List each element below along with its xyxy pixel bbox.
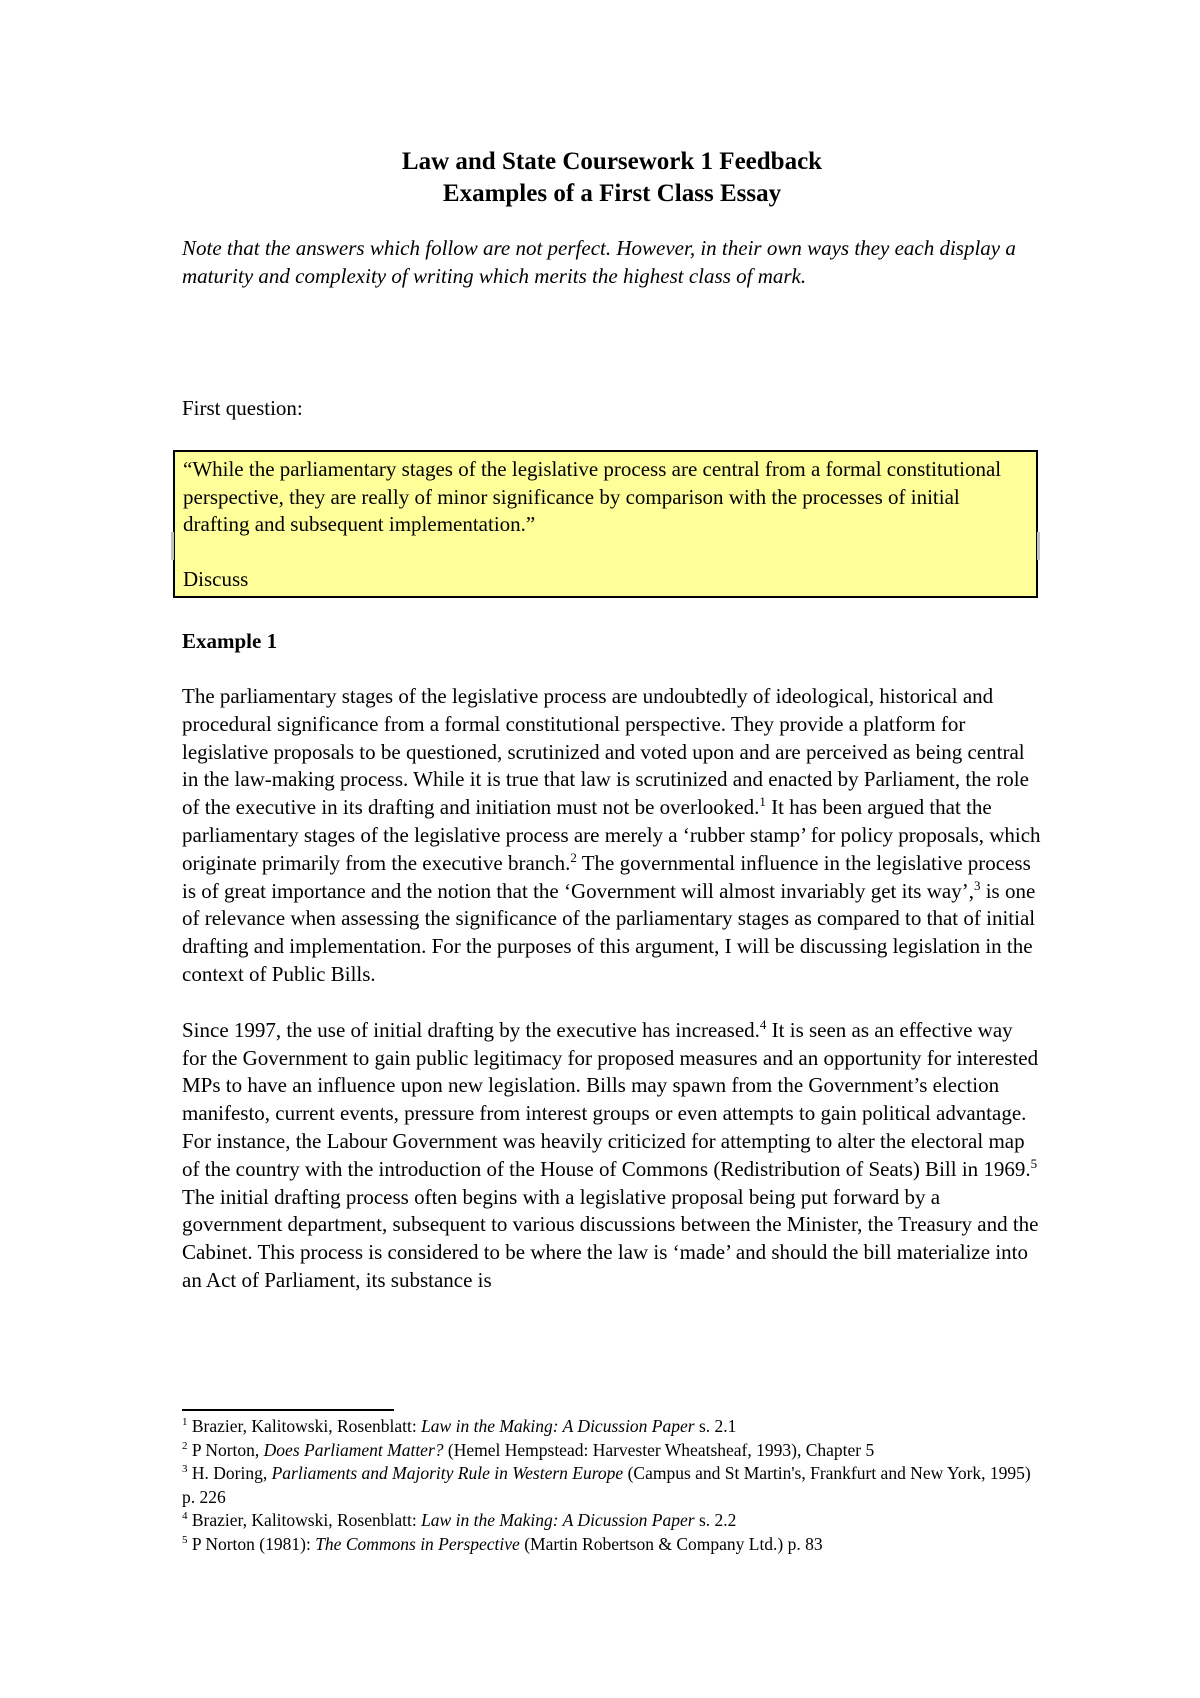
example-section: [182, 627, 1042, 1295]
para2-text-c: The initial drafting process often begins with a legislative proposal being put forward by a government department, subsequent to various discussions between the Minister, the Treasury and the Cabinet. This process is considered to be where the law is ‘made’ and should the bill materialize into an Act of Parliament, its substance is: [182, 1184, 1039, 1292]
footnote-3: $^3$ H. Doring, Parliaments and Majority Rule in Western Europe (Campus and St Martin's, Frankfurt and New York, 1995) p. 226: [182, 1463, 1031, 1507]
document-subtitle: Examples of a First Class Essay: [442, 180, 782, 207]
para2-text-a: Since 1997, the use of initial drafting by the executive has increased.: [182, 1017, 760, 1042]
intro-note: Note that the answers which follow are not perfect. However, in their own ways they each display a maturity and complexity of writing which merits the highest class of mark.: [182, 236, 1016, 288]
document-title: Law and State Coursework 1 Feedback: [401, 148, 823, 175]
footnote-ref-1[interactable]: 1: [759, 794, 766, 810]
question-quote: “While the parliamentary stages of the legislative process are central from a formal constitutional perspective, they are really of minor significance by comparison with the processes of initial drafting and subsequent implementation.”: [183, 457, 1002, 536]
footnote-2: $^2$ P Norton, Does Parliament Matter? (Hemel Hempstead: Harvester Wheatsheaf, 1993), Chapter 5: [182, 1439, 875, 1460]
question-label: First question:: [182, 396, 303, 420]
para1-text-b: It has been argued that the parliamentary stages of the legislative process are merely a ‘rubber stamp’ for policy proposals, which originate primarily from the executive branch.: [182, 795, 1041, 875]
footnote-ref-2[interactable]: 2: [570, 849, 577, 865]
document-page: [182, 146, 1042, 420]
example-heading: Example 1: [182, 629, 278, 653]
footnote-4: $^4$ Brazier, Kalitowski, Rosenblatt: Law in the Making: A Dicussion Paper s. 2.2: [182, 1510, 737, 1530]
body-paragraph-1: [182, 683, 1042, 989]
footnote-ref-3[interactable]: 3: [973, 877, 981, 893]
footnote-5: $^5$ P Norton (1981): The Commons in Perspective (Martin Robertson & Company Ltd.) p. 83: [182, 1533, 823, 1554]
question-instruction: Discuss: [183, 566, 249, 591]
footnotes: [182, 1415, 1042, 1556]
para2-text-b: It is seen as an effective way for the Government to gain public legitimacy for proposed measures and an opportunity for interested MPs to have an influence upon new legislation. Bills may spawn from the Government’s election manifesto, current events, pressure from interest groups or even attempts to gain political advantage. For instance, the Labour Government was heavily criticized for attempting to alter the electoral map of the country with the introduction of the House of Commons (Redistribution of Seats) Bill in 1969.: [182, 1017, 1039, 1181]
para1-text-d: is one of relevance when assessing the significance of the parliamentary stages as compared to that of initial drafting and implementation. For the purposes of this argument, I will be discussing legislation in the context of Public Bills.: [182, 878, 1036, 986]
question-box: [173, 450, 1038, 598]
para1-text-c: The governmental influence in the legislative process is of great importance and the notion that the ‘Government will almost invariably get its way’,: [182, 850, 1031, 903]
para1-text-a: The parliamentary stages of the legislative process are undoubtedly of ideological, historical and procedural significance from a formal constitutional perspective. They provide a platform for legislative proposals to be questioned, scrutinized and voted upon and are perceived as being central in the law-making process. While it is true that law is scrutinized and enacted by Parliament, the role of the executive in its drafting and initiation must not be overlooked.: [182, 684, 1029, 820]
box-tab-left: [171, 532, 174, 560]
footnote-separator: [182, 1409, 394, 1411]
footnote-ref-5[interactable]: 5: [1030, 1155, 1038, 1171]
body-paragraph-2: [182, 1017, 1042, 1295]
footnote-ref-4[interactable]: 4: [759, 1016, 767, 1032]
footnote-1: $^1$ Brazier, Kalitowski, Rosenblatt: Law in the Making: A Dicussion Paper s. 2.1: [182, 1416, 737, 1436]
box-tab-right: [1037, 532, 1040, 560]
